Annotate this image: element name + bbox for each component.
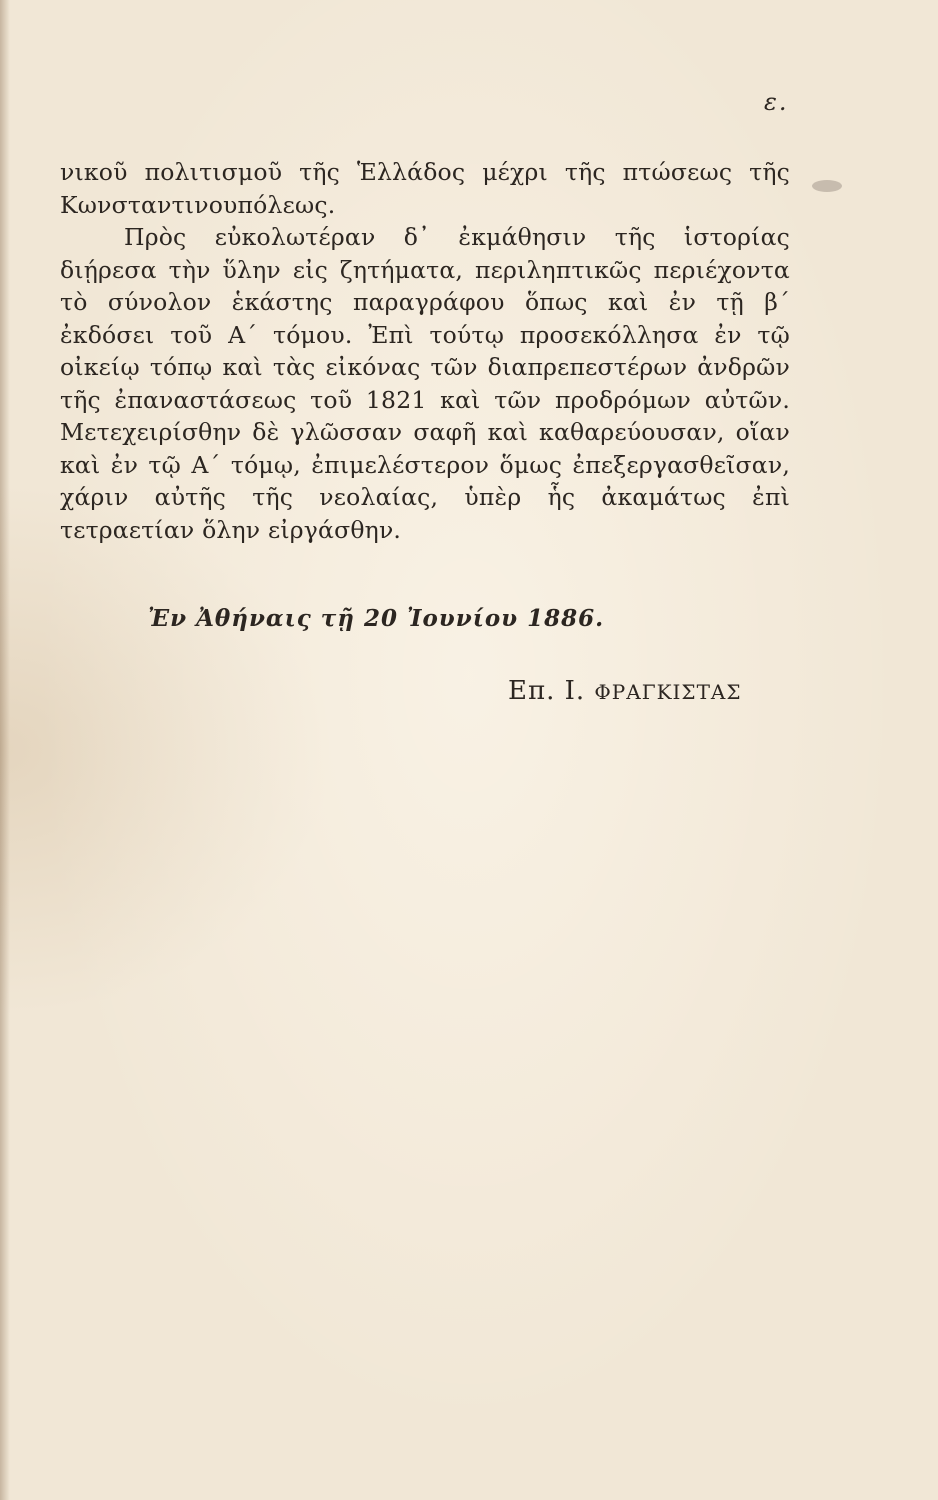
preface-body xyxy=(60,156,790,546)
page-edge-shadow xyxy=(0,0,10,1500)
signature-initials: Επ. Ι. xyxy=(508,676,586,706)
paragraph-main: Πρὸς εὐκολωτέραν δ᾽ ἐκμάθησιν τῆς ἱστορίας διῄρεσα τὴν ὕλην εἰς ζητήματα, περιληπτικῶς περιέχοντα τὸ σύνολον ἑκάστης παραγράφου ὅπως καὶ ἐν τῇ β΄ ἐκδόσει τοῦ Α΄ τόμου. Ἐπὶ τούτῳ προσεκόλλησα ἐν τῷ οἰκείῳ τόπῳ καὶ τὰς εἰκόνας τῶν διαπρεπεστέρων ἀνδρῶν τῆς ἐπαναστάσεως τοῦ 1821 καὶ τῶν προδρόμων αὐτῶν. Μετεχειρίσθην δὲ γλῶσσαν σαφῆ καὶ καθαρεύουσαν, οἵαν καὶ ἐν τῷ Α΄ τόμῳ, ἐπιμελέστερον ὅμως ἐπεξεργασθεῖσαν, χάριν αὐτῆς τῆς νεολαίας, ὑπὲρ ἧς ἀκαμάτως ἐπὶ τετραετίαν ὅλην εἰργάσθην. xyxy=(60,223,790,544)
paragraph-continuation: νικοῦ πολιτισμοῦ τῆς Ἑλλάδος μέχρι τῆς πτώσεως τῆς Κωνσταντινουπόλεως. xyxy=(60,158,790,219)
ink-smudge xyxy=(812,180,842,192)
signature-surname: ΦΡΑΓΚΙΣΤΑΣ xyxy=(594,680,742,704)
author-signature xyxy=(508,676,742,706)
dateline: Ἐν Ἀθήναις τῇ 20 Ἰουνίου 1886. xyxy=(148,605,605,632)
page-number: ε. xyxy=(764,88,789,116)
